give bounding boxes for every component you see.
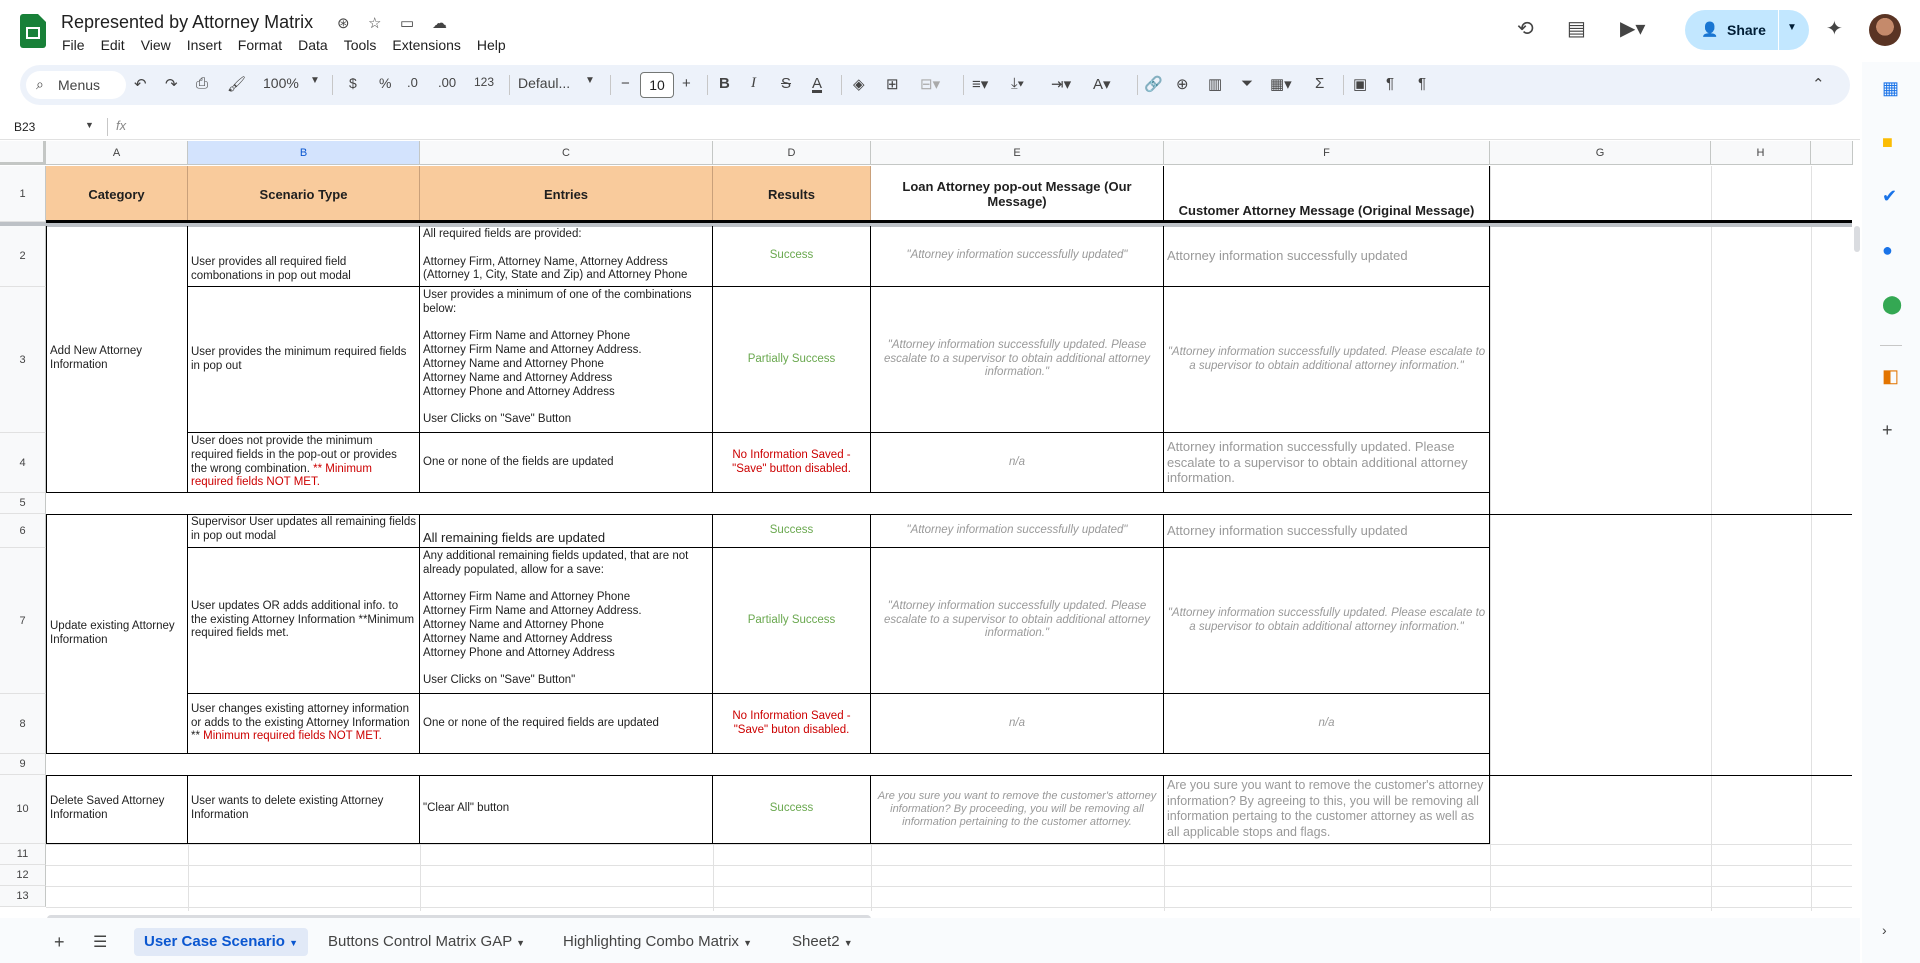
currency-button[interactable]: $ — [349, 75, 357, 91]
row-5-empty[interactable] — [188, 493, 1490, 514]
header-loan-message[interactable]: Loan Attorney pop-out Message (Our Message) — [871, 166, 1164, 222]
col-header-e[interactable]: E — [871, 141, 1164, 165]
name-box[interactable]: B23 — [14, 120, 36, 134]
cell-f2[interactable]: Attorney information successfully updated — [1164, 226, 1490, 287]
row-header-1[interactable]: 1 — [0, 166, 46, 222]
insert-link-icon[interactable]: 🔗 — [1144, 76, 1163, 93]
row-header-6[interactable]: 6 — [0, 514, 46, 548]
tab-sheet2[interactable]: Sheet2 ▼ — [792, 933, 853, 950]
tab-label: User Case Scenario — [144, 933, 285, 950]
keep-icon[interactable]: ■ — [1882, 132, 1893, 152]
row-header-9[interactable]: 9 — [0, 754, 46, 775]
menu-help[interactable]: Help — [476, 37, 506, 53]
header-entries[interactable]: Entries — [420, 166, 713, 222]
paint-format-icon[interactable]: 🖌 — [227, 76, 247, 93]
col-header-h[interactable]: H — [1711, 141, 1811, 165]
cell-c7[interactable]: Any additional remaining fields updated, that are not already populated, allow for a save: Attorney Firm Name and Attorney Phone Attorney Firm Name and Attorney Address. Attorney Name and Attorney Phone Attorney Name and Attorney Address Attorney Phone and Attorney Address User Clicks on "Save" Button" — [420, 548, 713, 694]
share-button[interactable] — [1685, 10, 1809, 50]
cell-e7[interactable]: "Attorney information successfully updated. Please escalate to a supervisor to obtain additional attorney information." — [871, 548, 1164, 694]
badge-icon[interactable]: ⊛ — [337, 15, 350, 32]
sheets-logo-icon[interactable] — [20, 14, 46, 48]
row-header-10[interactable]: 10 — [0, 775, 46, 844]
spreadsheet-grid[interactable] — [0, 141, 1862, 911]
cell-b8-text: User changes existing attorney information or adds to the existing Attorney Information ** — [191, 702, 410, 743]
menu-file[interactable]: File — [62, 37, 85, 53]
col-header-f[interactable]: F — [1164, 141, 1490, 165]
filter-icon[interactable]: ⏷ — [1241, 75, 1254, 92]
row-header-13[interactable]: 13 — [0, 886, 46, 907]
move-folder-icon[interactable]: ▭ — [400, 15, 415, 32]
cell-e10[interactable]: Are you sure you want to remove the customer's attorney information? By proceeding, you will be removing all information pertaining to the customer attorney. — [871, 775, 1164, 844]
cell-f6[interactable]: Attorney information successfully updated — [1164, 514, 1490, 548]
get-addons-icon[interactable]: + — [1882, 420, 1893, 440]
cell-f4[interactable]: Attorney information successfully updated. Please escalate to a supervisor to obtain additional attorney information. — [1164, 433, 1490, 493]
header-scenario-type[interactable]: Scenario Type — [188, 166, 420, 222]
cell-e4[interactable]: n/a — [871, 433, 1164, 493]
text-color-icon[interactable]: A — [812, 75, 823, 92]
menu-data[interactable]: Data — [298, 37, 328, 53]
row-header-4[interactable]: 4 — [0, 433, 46, 493]
contacts-icon[interactable]: ● — [1882, 240, 1893, 260]
cell-b7[interactable]: User updates OR adds additional info. to the existing Attorney Information **Minimum required fields met. — [188, 548, 420, 694]
tab-buttons-control-matrix-gap[interactable]: Buttons Control Matrix GAP ▼ — [328, 933, 526, 950]
row-header-2[interactable]: 2 — [0, 226, 46, 287]
search-icon: ⌕ — [36, 76, 44, 92]
cell-d6[interactable]: Success — [713, 514, 871, 548]
horizontal-align-icon[interactable]: ≡▾ — [972, 76, 989, 93]
calendar-icon[interactable]: ▦ — [1882, 78, 1900, 98]
title-bar — [0, 0, 1860, 62]
tab-highlighting-combo-matrix[interactable]: Highlighting Combo Matrix ▼ — [563, 933, 752, 950]
cell-b4-warning: ** Minimum required fields NOT MET. — [191, 462, 372, 489]
undo-icon[interactable]: ↶ — [134, 76, 147, 93]
row-9-empty[interactable] — [188, 754, 1490, 775]
increase-font-icon[interactable]: + — [682, 75, 691, 92]
text-wrap-icon[interactable]: ⇥▾ — [1051, 76, 1072, 93]
select-all-corner[interactable] — [0, 141, 46, 165]
text-rotation-icon[interactable]: A▾ — [1093, 76, 1111, 93]
tab-label: Buttons Control Matrix GAP — [328, 933, 512, 950]
cell-b8[interactable] — [188, 694, 420, 754]
document-title[interactable]: Represented by Attorney Matrix — [61, 12, 314, 32]
all-sheets-icon[interactable]: ☰ — [93, 934, 108, 951]
name-box-chevron-icon[interactable]: ▼ — [85, 120, 94, 130]
functions-icon[interactable]: Σ — [1315, 75, 1325, 92]
tab-label: Sheet2 — [792, 933, 840, 950]
col-header-g[interactable]: G — [1490, 141, 1711, 165]
gemini-icon[interactable]: ✦ — [1826, 18, 1843, 40]
row-header-5[interactable]: 5 — [0, 493, 46, 514]
col-header-b[interactable]: B — [188, 141, 420, 165]
cell-d8[interactable]: No Information Saved - "Save" buton disabled. — [713, 694, 871, 754]
vertical-scrollbar[interactable] — [1854, 226, 1860, 252]
font-chevron-icon[interactable]: ▼ — [585, 75, 595, 86]
star-icon[interactable]: ☆ — [368, 15, 382, 32]
strikethrough-icon[interactable]: S — [781, 75, 792, 92]
decrease-decimal-button[interactable]: .0 — [407, 75, 418, 90]
cell-f10[interactable]: Are you sure you want to remove the customer's attorney information? By agreeing to this, you will be removing all information pertaing to the customer attorney as well as all applicable stops and flags. — [1164, 775, 1490, 844]
vertical-align-icon[interactable]: ⤓▾ — [1011, 75, 1024, 92]
redo-icon[interactable]: ↷ — [165, 76, 178, 93]
italic-icon[interactable]: I — [751, 75, 756, 91]
share-dropdown-icon[interactable]: ▼ — [1787, 22, 1797, 33]
cell-e8[interactable]: n/a — [871, 694, 1164, 754]
cell-b10[interactable]: User wants to delete existing Attorney Information — [188, 775, 420, 844]
menu-tools[interactable]: Tools — [343, 37, 377, 53]
addon-icon[interactable]: ◧ — [1882, 366, 1900, 386]
header-results[interactable]: Results — [713, 166, 871, 222]
cell-a-delete[interactable]: Delete Saved Attorney Information — [46, 775, 188, 844]
more-formats-button[interactable]: 123 — [474, 75, 495, 89]
cell-d2[interactable]: Success — [713, 226, 871, 287]
cell-c3[interactable]: User provides a minimum of one of the combinations below: Attorney Firm Name and Attorney Phone Attorney Firm Name and Attorney Address. Attorney Name and Attorney Phone Attorney Name and Attorney Address Attorney Phone and Attorney Address User Clicks on "Save" Button — [420, 287, 713, 433]
meet-icon[interactable]: ▶▾ — [1620, 18, 1646, 40]
fill-color-icon[interactable]: ◈ — [853, 76, 865, 93]
cell-b4[interactable] — [188, 433, 420, 493]
cell-d7[interactable]: Partially Success — [713, 548, 871, 694]
comments-icon[interactable]: ▤ — [1567, 18, 1586, 40]
increase-decimal-button[interactable]: .00 — [438, 75, 457, 90]
cell-a-update[interactable]: Update existing Attorney Information — [46, 514, 188, 754]
menu-extensions[interactable]: Extensions — [392, 37, 461, 53]
col-header-c[interactable]: C — [420, 141, 713, 165]
row-header-11[interactable]: 11 — [0, 844, 46, 865]
row-header-12[interactable]: 12 — [0, 865, 46, 886]
collapse-toolbar-icon[interactable]: ⌃ — [1812, 76, 1825, 93]
add-sheet-icon[interactable]: + — [54, 932, 65, 952]
side-panel — [1862, 62, 1920, 963]
menus-label: Menus — [58, 77, 101, 93]
hide-panel-icon[interactable]: › — [1882, 922, 1887, 938]
zoom-chevron-icon[interactable]: ▼ — [310, 75, 320, 86]
sheet-tab-bar — [0, 918, 1860, 963]
cell-d10[interactable]: Success — [713, 775, 871, 844]
borders-icon[interactable]: ⊞ — [886, 76, 899, 93]
people-icon: 👤 — [1701, 21, 1719, 37]
cell-b4-text: User does not provide the minimum required fields in the pop-out or provides the wrong combination. — [191, 435, 397, 475]
tab-label: Highlighting Combo Matrix — [563, 933, 739, 950]
cell-f8[interactable]: n/a — [1164, 694, 1490, 754]
font-family-select[interactable]: Defaul... — [518, 75, 571, 91]
font-size-input[interactable]: 10 — [640, 72, 674, 98]
menu-edit[interactable]: Edit — [100, 37, 125, 53]
version-history-icon[interactable]: ⟲ — [1517, 18, 1534, 40]
menu-format[interactable]: Format — [237, 37, 283, 53]
cell-e6[interactable]: "Attorney information successfully updated" — [871, 514, 1164, 548]
cell-c8[interactable]: One or none of the required fields are updated — [420, 694, 713, 754]
col-header-d[interactable]: D — [713, 141, 871, 165]
menu-insert[interactable]: Insert — [186, 37, 222, 53]
menus-search[interactable] — [26, 71, 126, 99]
cell-c4[interactable]: One or none of the fields are updated — [420, 433, 713, 493]
maps-icon[interactable]: ⬤ — [1882, 294, 1903, 314]
header-category[interactable]: Category — [46, 166, 188, 222]
rtl-icon[interactable]: ¶ — [1418, 75, 1427, 92]
cell-d4[interactable]: No Information Saved - "Save" button disabled. — [713, 433, 871, 493]
cell-c6[interactable]: All remaining fields are updated — [420, 514, 713, 548]
cloud-status-icon: ☁ — [432, 15, 447, 32]
decrease-font-icon[interactable]: − — [621, 75, 630, 92]
header-customer-message[interactable]: Customer Attorney Message (Original Message) — [1164, 166, 1490, 222]
col-header-a[interactable]: A — [46, 141, 188, 165]
cell-b3[interactable]: User provides the minimum required fields in pop out — [188, 287, 420, 433]
cell-f3[interactable]: "Attorney information successfully updated. Please escalate to a supervisor to obtain additional attorney information." — [1164, 287, 1490, 433]
table-icon[interactable]: ▣ — [1353, 76, 1368, 93]
col-header-i[interactable] — [1811, 141, 1853, 165]
row-header-7[interactable]: 7 — [0, 548, 46, 694]
cell-e2[interactable]: "Attorney information successfully updated" — [871, 226, 1164, 287]
cell-c2[interactable]: All required fields are provided: Attorney Firm, Attorney Name, Attorney Address (Attorney 1, City, State and Zip) and Attorney Phone — [420, 226, 713, 287]
fx-icon: fx — [116, 118, 127, 133]
cell-f7[interactable]: "Attorney information successfully updated. Please escalate to a supervisor to obtain additional attorney information." — [1164, 548, 1490, 694]
share-label: Share — [1727, 22, 1766, 38]
tab-user-case-scenario[interactable]: User Case Scenario ▼ — [134, 928, 308, 956]
cell-c10[interactable]: "Clear All" button — [420, 775, 713, 844]
cell-a-add-new[interactable]: Add New Attorney Information — [46, 226, 188, 493]
filter-views-icon[interactable]: ▦▾ — [1270, 76, 1292, 93]
print-icon[interactable]: ⎙ — [196, 75, 209, 92]
cell-b2[interactable]: User provides all required field combonations in pop out modal — [188, 226, 420, 287]
bold-icon[interactable]: B — [719, 75, 730, 92]
menu-bar — [54, 37, 514, 53]
ltr-icon[interactable]: ¶ — [1386, 75, 1395, 92]
tasks-icon[interactable]: ✔ — [1882, 186, 1898, 206]
toolbar — [20, 65, 1850, 105]
formula-bar — [0, 114, 1860, 140]
insert-comment-icon[interactable]: ⊕ — [1176, 76, 1189, 93]
row-header-8[interactable]: 8 — [0, 694, 46, 754]
merge-cells-icon[interactable]: ⊟▾ — [920, 76, 941, 93]
zoom-select[interactable]: 100% — [263, 75, 299, 91]
percent-button[interactable]: % — [379, 75, 392, 91]
insert-chart-icon[interactable]: ▥ — [1208, 76, 1223, 93]
avatar[interactable] — [1869, 14, 1901, 46]
cell-b6[interactable]: Supervisor User updates all remaining fields in pop out modal — [188, 514, 420, 548]
row-header-3[interactable]: 3 — [0, 287, 46, 433]
cell-d3[interactable]: Partially Success — [713, 287, 871, 433]
menu-view[interactable]: View — [140, 37, 171, 53]
cell-e3[interactable]: "Attorney information successfully updated. Please escalate to a supervisor to obtain additional attorney information." — [871, 287, 1164, 433]
cell-b8-warning: Minimum required fields NOT MET. — [203, 730, 382, 743]
